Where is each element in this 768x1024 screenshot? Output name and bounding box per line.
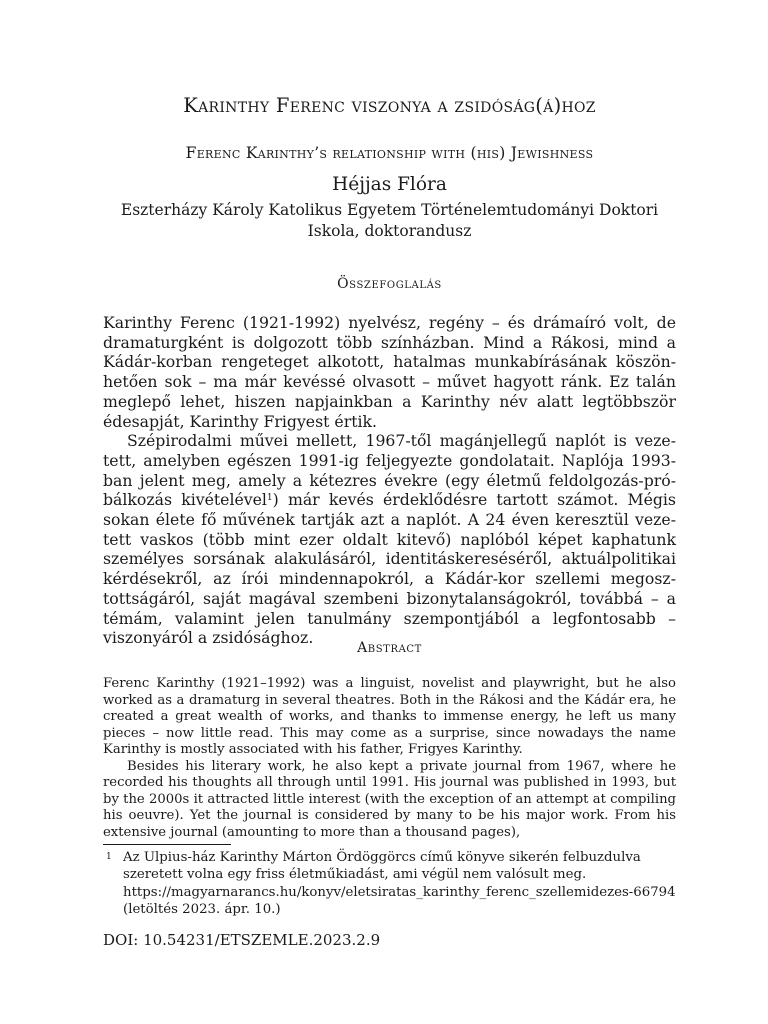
summary-heading: Összefoglalás <box>337 276 442 292</box>
author-name: Héjjas Flóra <box>332 174 447 195</box>
article-page <box>103 0 676 1024</box>
article-subtitle-english: Ferenc Karinthy’s relationship with (his) Jewishness <box>185 144 594 162</box>
footnote-mark: 1 <box>106 852 112 862</box>
author-affiliation: Eszterházy Károly Katolikus Egyetem Történelemtudományi Doktori Iskola, doktorandusz <box>120 201 659 240</box>
abstract-paragraph: Ferenc Karinthy (1921–1992) was a linguist, novelist and playwright, but he also worked as a dramaturg in several theatres. Both in the Rákosi and the Kádár era, he created a great wealth of works, and thanks to immense energy, he left us many pieces – now little read. This may come as a surprise, since nowadays the name Karinthy is mostly associated with his father, Frigyes Karinthy. <box>103 676 676 757</box>
abstract-heading: Abstract <box>357 640 422 656</box>
footnote <box>103 849 676 918</box>
summary-body <box>103 313 676 648</box>
doi-identifier: DOI: 10.54231/ETSZEMLE.2023.2.9 <box>103 931 381 949</box>
abstract-body <box>103 676 676 841</box>
footnote-reference[interactable]: 1 <box>266 493 273 504</box>
footnote-text: Az Ulpius-ház Karinthy Márton Ördöggörcs című könyve sikerén felbuzdulva szeretett volna egy friss életműkiadást, ami végül nem valósult meg. https://magyarnarancs.hu/konyv/eletsiratas_karinthy_ferenc_szellemidezes-66794 (letöltés 2023. ápr. 10.) <box>123 850 676 917</box>
summary-paragraph-part: ) már kevés érdeklődésre tartott számot. Mégis sokan élete fő művének tartják azt a naplót. A 24 éven keresztül vezetett vaskos (több mint ezer oldalt kitevő) naplóból képet kaphatunk személyes sorsának alakulásáról, identitáskereséséről, aktuálpolitikai kérdésekről, az írói mindennapokról, a Kádár-kor szellemi megosztottságáról, saját magával szembeni bizonytalanságokról, továbbá – a témám, valamint jelen tanulmány szempontjából a legfontosabb – viszonyáról a zsidósághoz. <box>103 490 676 648</box>
summary-paragraph-part: Szépirodalmi művei mellett, 1967-től magánjellegű naplót is vezetett, amelyben egészen 1991-ig feljegyezte gondolatait. Naplója 1993-ban jelent meg, amely a kétezres évekre (egy életmű feldolgozás-próbálkozás kivételével <box>103 431 676 510</box>
footnote-divider <box>103 844 231 845</box>
abstract-paragraph: Besides his literary work, he also kept a private journal from 1967, where he recorded his thoughts all through until 1991. His journal was published in 1993, but by the 2000s it attracted little interest (with the exception of an attempt at compiling his oeuvre). Yet the journal is considered by many to be his major work. From his extensive journal (amounting to more than a thousand pages), <box>103 758 676 840</box>
summary-paragraph: Karinthy Ferenc (1921-1992) nyelvész, regény – és drámaíró volt, de dramaturgként is dolgozott több színházban. Mind a Rákosi, mind a Kádár-korban rengeteget alkotott, hatalmas munkabírásának köszönhetően sok – ma már kevéssé olvasott – művet hagyott ránk. Ez talán meglepő lehet, hiszen napjainkban a Karinthy név alatt legtöbbször édesapját, Karinthy Frigyest értik. <box>103 313 676 431</box>
summary-paragraph <box>103 431 676 648</box>
article-title: Karinthy Ferenc viszonya a zsidóság(á)hoz <box>183 94 596 117</box>
